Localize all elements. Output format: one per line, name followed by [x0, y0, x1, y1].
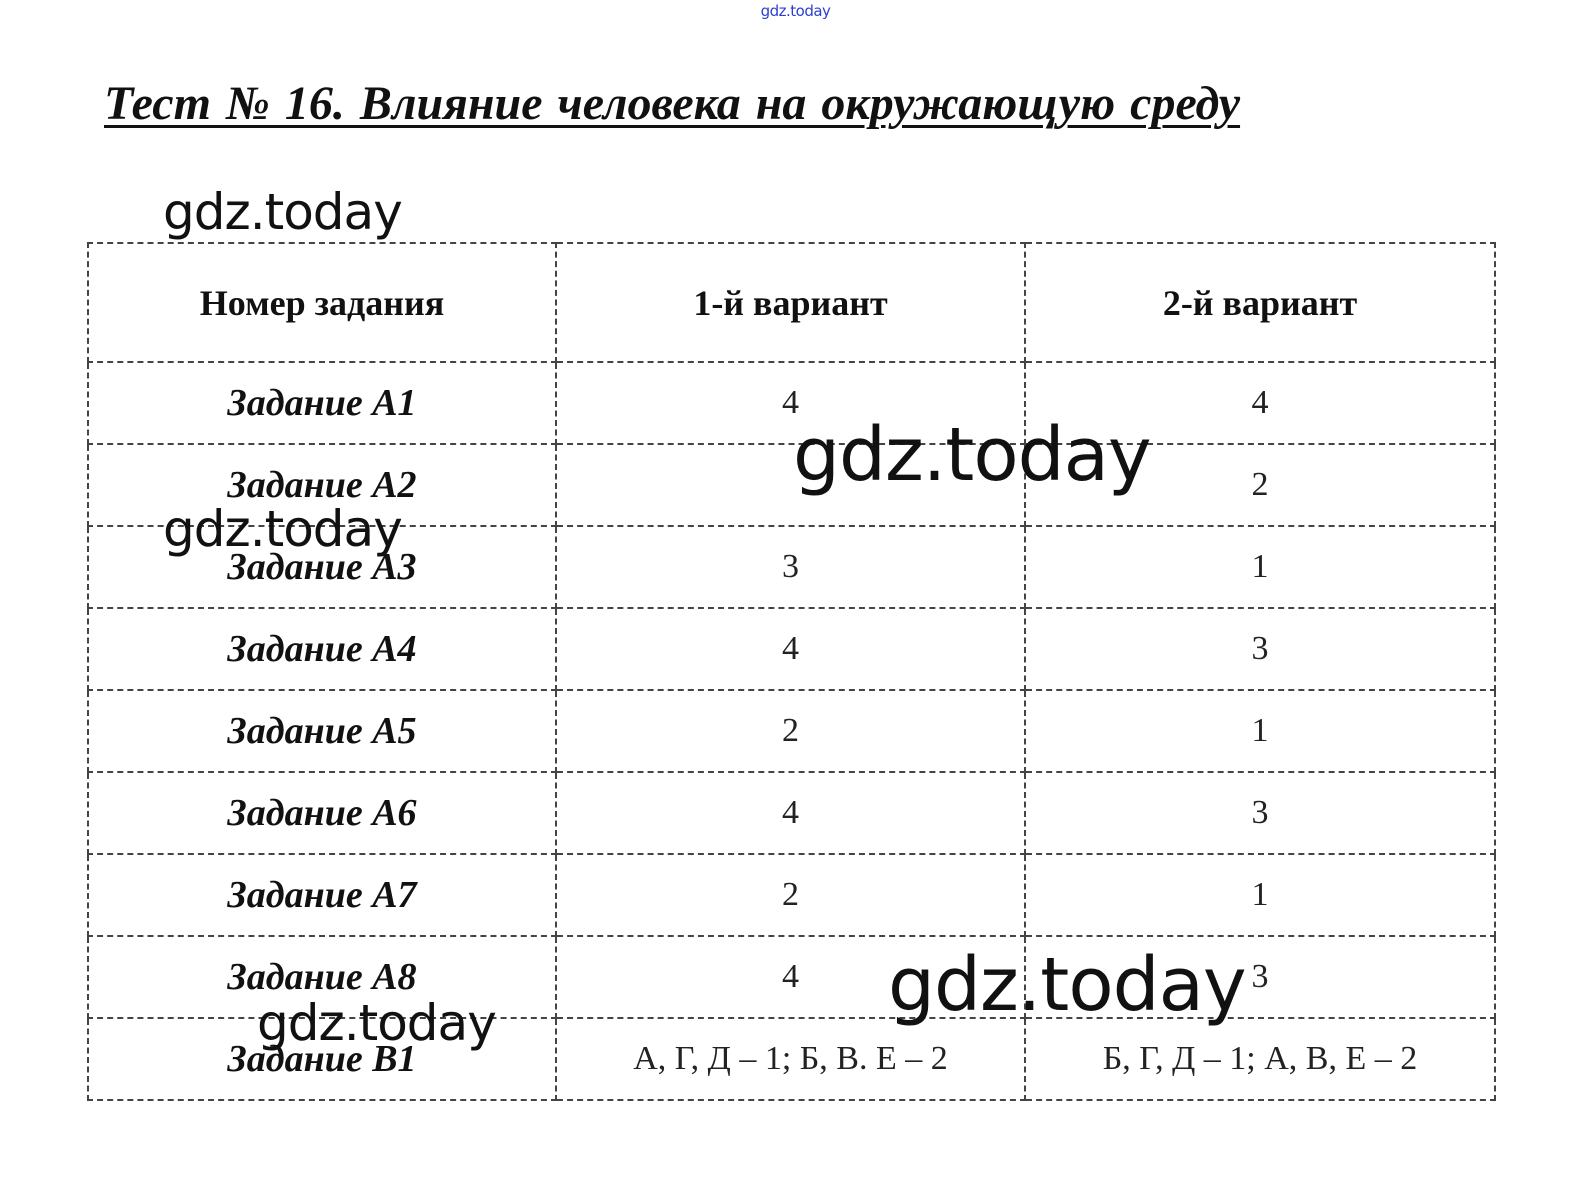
task-label: Задание А7 — [88, 854, 556, 936]
variant-2-answer: 4 — [1025, 362, 1495, 444]
variant-2-answer: 3 — [1025, 772, 1495, 854]
header-variant-2: 2-й вариант — [1025, 243, 1495, 362]
task-label: Задание А1 — [88, 362, 556, 444]
variant-1-answer: 3 — [556, 526, 1025, 608]
variant-2-answer: 3 — [1025, 936, 1495, 1018]
variant-1-answer: А, Г, Д – 1; Б, В. Е – 2 — [556, 1018, 1025, 1100]
header-variant-1: 1-й вариант — [556, 243, 1025, 362]
variant-2-answer: 1 — [1025, 690, 1495, 772]
variant-1-answer: 4 — [556, 772, 1025, 854]
variant-1-answer: 2 — [556, 854, 1025, 936]
watermark-text: gdz.today — [793, 412, 1151, 498]
watermark-text: gdz.today — [888, 942, 1246, 1028]
table-row — [88, 608, 1495, 690]
variant-1-answer: 4 — [556, 362, 1025, 444]
watermark-text: gdz.today — [163, 500, 402, 558]
task-label: Задание В1 — [88, 1018, 556, 1100]
variant-1-answer: 4 — [556, 608, 1025, 690]
table-row — [88, 690, 1495, 772]
variant-2-answer: 1 — [1025, 854, 1495, 936]
watermark-text: gdz.today — [163, 183, 402, 241]
answers-table — [87, 242, 1496, 1101]
task-label: Задание А2 — [88, 444, 556, 526]
task-label: Задание А3 — [88, 526, 556, 608]
variant-2-answer: 3 — [1025, 608, 1495, 690]
variant-2-answer: Б, Г, Д – 1; А, В, Е – 2 — [1025, 1018, 1495, 1100]
page-title: Тест № 16. Влияние человека на окружающую среду — [104, 77, 1241, 130]
table-header-row — [88, 243, 1495, 362]
task-label: Задание А8 — [88, 936, 556, 1018]
watermark-text: gdz.today — [257, 994, 496, 1052]
variant-1-answer: 2 — [556, 690, 1025, 772]
task-label: Задание А5 — [88, 690, 556, 772]
variant-2-answer: 2 — [1025, 444, 1495, 526]
variant-1-answer: 4 — [556, 936, 1025, 1018]
task-label: Задание А6 — [88, 772, 556, 854]
variant-2-answer: 1 — [1025, 526, 1495, 608]
table-row — [88, 854, 1495, 936]
header-task-number: Номер задания — [88, 243, 556, 362]
task-label: Задание А4 — [88, 608, 556, 690]
table-row — [88, 362, 1495, 444]
table-row — [88, 772, 1495, 854]
top-watermark: gdz.today — [760, 2, 831, 20]
